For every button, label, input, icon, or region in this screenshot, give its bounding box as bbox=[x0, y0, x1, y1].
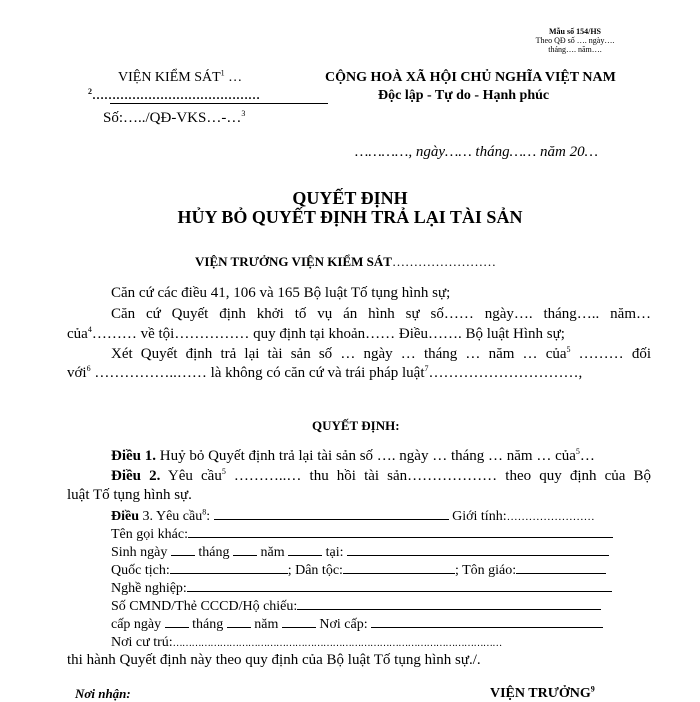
agency-sub-unit: $^2$…………………………………… bbox=[88, 87, 260, 102]
article-3: Điều 3. Yêu cầu$^8$: Giới tính:…………………… bbox=[111, 507, 595, 524]
issue-month-blank bbox=[227, 617, 251, 628]
birth-year-blank bbox=[288, 545, 322, 556]
occupation-blank bbox=[187, 581, 612, 592]
document-title: QUYẾT ĐỊNH bbox=[292, 188, 408, 208]
issue-day-label: cấp ngày bbox=[111, 617, 162, 632]
birth-place-blank bbox=[347, 545, 609, 556]
decision-heading: QUYẾT ĐỊNH: bbox=[312, 418, 400, 433]
id-blank bbox=[297, 599, 601, 610]
issue-day-blank bbox=[165, 617, 189, 628]
other-name-label: Tên gọi khác: bbox=[111, 527, 188, 542]
birth-day-label: Sinh ngày bbox=[111, 545, 168, 560]
date-line: …………, ngày…… tháng…… năm 20… bbox=[355, 144, 598, 160]
national-motto: Độc lập - Tự do - Hạnh phúc bbox=[378, 88, 550, 103]
ethnicity-blank bbox=[343, 563, 455, 574]
birth-place-label: tại: bbox=[325, 545, 344, 560]
occupation-label: Nghề nghiệp: bbox=[111, 581, 187, 596]
ground-prosecution-decision: Căn cứ Quyết định khởi tố vụ án hình sự số…… ngày…. tháng….. năm… bbox=[111, 306, 651, 322]
birth-month-blank bbox=[233, 545, 257, 556]
other-name-row bbox=[111, 527, 613, 543]
form-code-date: tháng…. năm…. bbox=[548, 45, 602, 54]
article-2: Điều 2. Yêu cầu$^5$ ………..… thu hồi tài sản……………… theo quy định của Bộ bbox=[111, 467, 652, 484]
other-name-blank bbox=[188, 527, 613, 538]
article-3-name-blank bbox=[214, 509, 449, 520]
ground-prosecution-decision-cont: của$^4$……… về tội…………… quy định tại khoản…… Điều……. Bộ luật Hình sự; bbox=[67, 325, 565, 342]
ground-legal-basis: Căn cứ các điều 41, 106 và 165 Bộ luật Tố tụng hình sự; bbox=[111, 285, 451, 301]
gender-dots: …………………… bbox=[506, 511, 595, 523]
form-code bbox=[520, 27, 630, 54]
ground-review-cont: với$^6$ ……………..…… là không có căn cứ và trái pháp luật$^7$…………………………, bbox=[67, 364, 583, 381]
id-row bbox=[111, 599, 601, 615]
issue-year-label: năm bbox=[254, 617, 279, 632]
birth-day-blank bbox=[171, 545, 195, 556]
issuing-authority: VIỆN TRƯỞNG VIỆN KIỂM SÁT…………………… bbox=[195, 254, 496, 269]
document-number: Số:…../QĐ-VKS…-…$^3$ bbox=[103, 109, 246, 126]
document-subtitle: HỦY BỎ QUYẾT ĐỊNH TRẢ LẠI TÀI SẢN bbox=[177, 207, 523, 227]
form-code-reference: Theo QĐ số …. ngày…. bbox=[535, 36, 615, 45]
issue-row bbox=[111, 617, 603, 633]
religion-label: ; Tôn giáo: bbox=[454, 563, 517, 578]
recipients-label: Nơi nhận: bbox=[75, 686, 131, 701]
birth-row bbox=[111, 545, 609, 561]
issue-month-label: tháng bbox=[192, 617, 224, 632]
birth-month-label: tháng bbox=[198, 545, 230, 560]
id-label: Số CMND/Thẻ CCCD/Hộ chiếu: bbox=[111, 599, 298, 614]
occupation-row bbox=[111, 581, 612, 597]
country-name: CỘNG HOÀ XÃ HỘI CHỦ NGHĨA VIỆT NAM bbox=[325, 70, 616, 85]
nationality-blank bbox=[170, 563, 288, 574]
religion-blank bbox=[516, 563, 606, 574]
gender-label: Giới tính: bbox=[452, 509, 507, 524]
signer-title: VIỆN TRƯỞNG$^9$ bbox=[490, 684, 595, 701]
ethnicity-label: ; Dân tộc: bbox=[287, 563, 343, 578]
article-2-cont: luật Tố tụng hình sự. bbox=[67, 487, 192, 503]
issue-place-blank bbox=[371, 617, 603, 628]
issue-place-label: Nơi cấp: bbox=[319, 617, 368, 632]
residence-dots: …………………………………………………………………………………………… bbox=[172, 638, 502, 649]
issue-year-blank bbox=[282, 617, 316, 628]
header-underline bbox=[110, 103, 328, 104]
nationality-row bbox=[111, 563, 606, 579]
agency-name: VIỆN KIỂM SÁT$^1$ … bbox=[118, 68, 243, 85]
birth-year-label: năm bbox=[260, 545, 285, 560]
residence-label: Nơi cư trú: bbox=[111, 635, 173, 650]
article-1: Điều 1. Huỷ bỏ Quyết định trả lại tài sản số …. ngày … tháng … năm … của$^5$… bbox=[111, 447, 595, 464]
ground-review: Xét Quyết định trả lại tài sản số … ngày … tháng … năm … của$^5$ ……… đối bbox=[111, 345, 652, 362]
nationality-label: Quốc tịch: bbox=[111, 563, 170, 578]
execution-clause: thi hành Quyết định này theo quy định của Bộ luật Tố tụng hình sự./. bbox=[67, 652, 481, 668]
form-code-number: Mẫu số 154/HS bbox=[548, 27, 601, 36]
residence-row bbox=[111, 635, 502, 651]
